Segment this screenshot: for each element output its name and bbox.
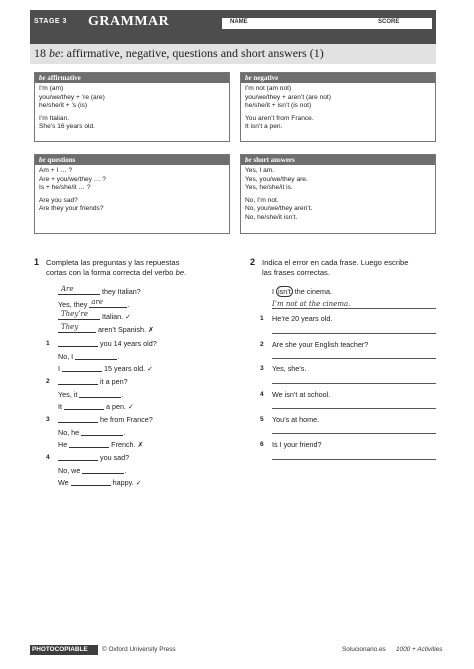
example-line-4: They aren’t Spanish. ✗: [58, 325, 154, 334]
example-error-line: I isn’t the cinema.: [272, 287, 332, 296]
answer-line: He French. ✗: [58, 440, 144, 449]
item-number: 1: [46, 340, 50, 347]
box-header: be affirmative: [35, 73, 229, 83]
item-number: 2: [260, 341, 264, 348]
item-number: 3: [46, 416, 50, 423]
title-text: : affirmative, negative, questions and short answers (1): [60, 46, 324, 60]
error-sentence: Are she your English teacher?: [272, 340, 369, 349]
box-header: be questions: [35, 155, 229, 165]
answer-blank[interactable]: [69, 440, 109, 448]
example-line: I’m Italian.: [39, 114, 70, 122]
rule-line: you/we/they + aren’t (are not): [245, 93, 331, 101]
answer-blank[interactable]: [64, 402, 104, 410]
box-short-answers: [240, 154, 436, 234]
writing-line[interactable]: [272, 358, 436, 359]
answer-blank[interactable]: [75, 352, 117, 360]
photocopiable-badge: PHOTOCOPIABLE: [30, 645, 98, 655]
rule-line: I’m not (am not): [245, 85, 292, 92]
item-number: 5: [260, 416, 264, 423]
answer-line: Yes, it .: [58, 390, 124, 399]
exercise-1-number: 1: [34, 257, 40, 267]
box-header: be negative: [241, 73, 435, 83]
rule-line: Yes, I am.: [245, 167, 275, 174]
writing-line[interactable]: [272, 459, 436, 460]
error-sentence: Is I your friend?: [272, 440, 322, 449]
answer-line: We happy. ✓: [58, 478, 142, 487]
exercise-2-number: 2: [250, 257, 256, 267]
writing-line[interactable]: [272, 383, 436, 384]
exercise-2-instruction: Indica el error en cada frase. Luego escribe las frases correctas.: [262, 258, 409, 277]
answer-blank[interactable]: [71, 478, 111, 486]
stage-label: STAGE 3: [34, 18, 67, 25]
item-number: 6: [260, 441, 264, 448]
error-sentence: You’s at home.: [272, 415, 320, 424]
answer-line: It a pen. ✓: [58, 402, 134, 411]
question-line: he from France?: [58, 415, 153, 424]
rule-line: you/we/they + ’re (are): [39, 93, 105, 101]
title-number: 18: [34, 46, 46, 60]
error-sentence: Yes, she’s.: [272, 364, 307, 373]
box-affirmative: [34, 72, 230, 142]
answer-line: No, he .: [58, 428, 126, 437]
rule-line: Are + you/we/they … ?: [39, 175, 106, 183]
score-label: SCORE: [378, 19, 400, 25]
answer-line: No, we .: [58, 466, 127, 475]
rule-line: Is + he/she/it … ?: [39, 184, 91, 192]
example-line: No, he/she/it isn’t.: [245, 213, 298, 221]
rule-line: I’m (am): [39, 85, 64, 92]
writing-line[interactable]: [272, 333, 436, 334]
box-header: be short answers: [241, 155, 435, 165]
example-line-2: Yes, they are .: [58, 298, 130, 309]
site-credit: Solucionario.es: [342, 646, 386, 653]
box-questions: [34, 154, 230, 234]
question-line: you 14 years old?: [58, 339, 157, 348]
example-line: No, you/we/they aren’t.: [245, 205, 313, 213]
name-label: NAME: [230, 19, 248, 25]
answer-blank[interactable]: [58, 377, 98, 385]
circled-error: isn’t: [278, 287, 291, 296]
rule-line: he/she/it + ’s (is): [39, 102, 88, 110]
answer-blank[interactable]: [58, 415, 98, 423]
example-line-1: Are they Italian?: [58, 287, 141, 296]
example-line: She’s 16 years old.: [39, 123, 95, 131]
example-line: It isn’t a pen.: [245, 123, 283, 131]
item-number: 4: [260, 391, 264, 398]
error-sentence: He’re 20 years old.: [272, 314, 333, 323]
answer-blank[interactable]: [62, 364, 102, 372]
question-line: you sad?: [58, 453, 129, 462]
example-correction: I’m not at the cinema.: [272, 299, 436, 309]
example-line: No, I’m not.: [245, 196, 279, 204]
question-line: it a pen?: [58, 377, 128, 386]
item-number: 1: [260, 315, 264, 322]
rule-line: Am + I … ?: [39, 167, 73, 174]
title-focus: be: [49, 46, 61, 60]
box-negative: [240, 72, 436, 142]
example-line: Are they your friends?: [39, 205, 104, 213]
item-number: 3: [260, 365, 264, 372]
item-number: 4: [46, 454, 50, 461]
answer-blank[interactable]: [81, 428, 123, 436]
rule-line: he/she/it + isn’t (is not): [245, 102, 312, 110]
error-sentence: We isn’t at school.: [272, 390, 331, 399]
name-score-field: [222, 18, 432, 29]
answer-blank[interactable]: [58, 339, 98, 347]
page-title: [34, 46, 324, 61]
writing-line[interactable]: [272, 433, 436, 434]
example-line-3: They’re Italian. ✓: [58, 312, 131, 321]
rule-line: Yes, he/she/it is.: [245, 184, 293, 192]
publisher-credit: © Oxford University Press: [102, 646, 176, 653]
rule-line: Yes, you/we/they are.: [245, 175, 308, 183]
product-name: 1000 + Activities: [396, 646, 443, 653]
answer-blank[interactable]: [79, 390, 121, 398]
answer-blank[interactable]: [58, 453, 98, 461]
exercise-1-instruction: Completa las preguntas y las repuestas cortas con la forma correcta del verbo be.: [46, 258, 187, 277]
answer-line: No, I .: [58, 352, 120, 361]
answer-blank[interactable]: [82, 466, 124, 474]
example-line: You aren’t from France.: [245, 114, 314, 122]
item-number: 2: [46, 378, 50, 385]
example-line: Are you sad?: [39, 196, 78, 204]
writing-line[interactable]: [272, 408, 436, 409]
answer-line: I 15 years old. ✓: [58, 364, 154, 373]
section-title: GRAMMAR: [88, 14, 170, 29]
